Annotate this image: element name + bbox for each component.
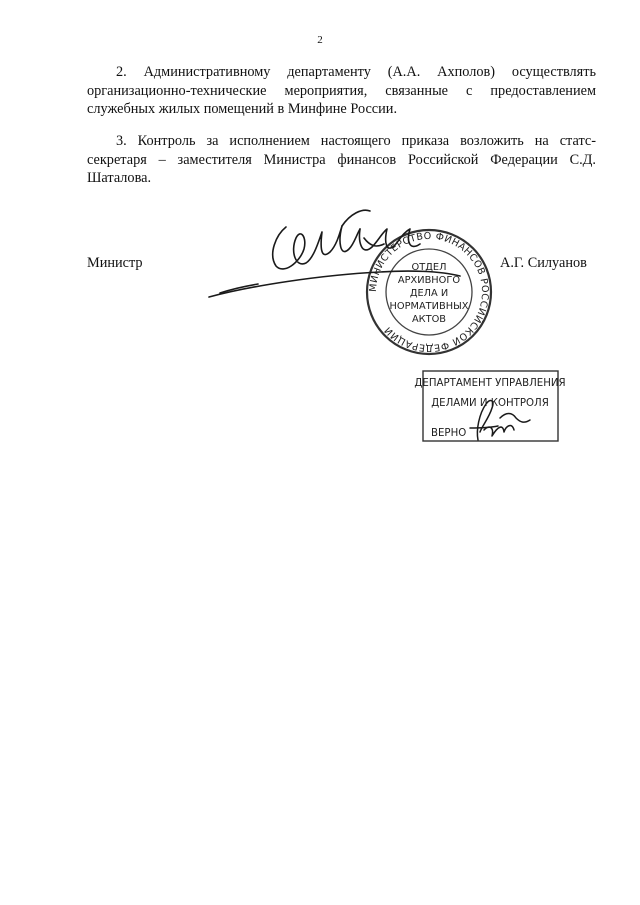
official-seal <box>367 230 491 354</box>
seal-line-4: НОРМАТИВНЫХ <box>389 301 469 312</box>
stamp-line-3: ВЕРНО <box>431 428 467 439</box>
stamp-line-1: ДЕПАРТАМЕНТ УПРАВЛЕНИЯ <box>414 378 566 389</box>
page-number: 2 <box>317 34 323 46</box>
seal-line-1: ОТДЕЛ <box>411 262 447 273</box>
signer-position: Министр <box>87 255 143 271</box>
certification-stamp <box>414 371 565 441</box>
minister-signature <box>209 210 460 297</box>
paragraph-3: 3. Контроль за исполнением настоящего приказа возложить на статс-секретаря – заместителя Министра финансов Российской Федерации С.Д. Шаталова. <box>87 133 596 187</box>
paragraph-2: 2. Административному департаменту (А.А. Ахполов) осуществлять организационно-технические мероприятия, связанные с предоставлением служебных жилых помещений в Минфине России. <box>87 64 596 118</box>
seal-outer-text: МИНИСТЕРСТВО ФИНАНСОВ РОССИЙСКОЙ ФЕДЕРАЦИИ <box>367 230 491 354</box>
stamp-signature <box>470 401 530 440</box>
seal-line-3: ДЕЛА И <box>409 288 449 299</box>
seal-line-5: АКТОВ <box>411 314 447 325</box>
stamp-line-2: ДЕЛАМИ И КОНТРОЛЯ <box>431 398 549 409</box>
seal-line-2: АРХИВНОГО <box>397 275 461 286</box>
svg-text:МИНИСТЕРСТВО ФИНАНСОВ РОССИЙСК <box>368 231 490 353</box>
signer-name: А.Г. Силуанов <box>500 255 587 271</box>
